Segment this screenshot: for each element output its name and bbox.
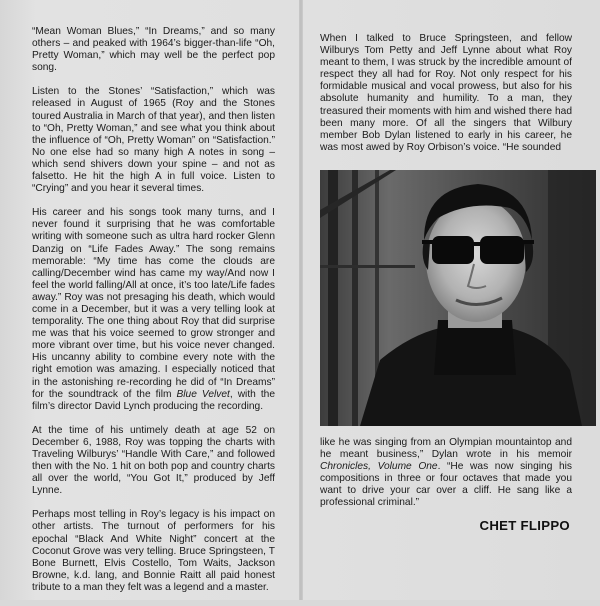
- film-title: Blue Velvet: [176, 388, 230, 400]
- sunglasses-left-lens: [432, 236, 474, 264]
- portrait-illustration: [320, 170, 596, 426]
- sunglasses-arm-right: [522, 240, 534, 244]
- portrait-photo: [320, 170, 596, 426]
- left-paragraph-3-text-b: , with the film’s director David Lynch producing the recording.: [32, 388, 275, 412]
- window-rail: [320, 265, 415, 268]
- sunglasses-arm-left: [422, 240, 434, 244]
- page-gutter: [299, 0, 303, 600]
- right-paragraph-2-text-a: like he was singing from an Olympian mountaintop and he meant business,” Dylan wrote in his memoir: [320, 437, 572, 461]
- left-column: [32, 26, 275, 606]
- left-paragraph-5: Perhaps most telling in Roy’s legacy is his impact on other artists. The turnout of performers for his epochal “Black And White Night” concert at the Coconut Grove was very telling. Bruce Springsteen, T Bone Burnett, Elvis Costello, Tom Waits, Jackson Browne, k.d. lang, and Bonnie Raitt all paid honest tribute to a man they felt was a legend and a master.: [32, 509, 275, 593]
- turtleneck: [434, 320, 516, 375]
- right-column-top: [320, 33, 572, 166]
- book-title: Chronicles, Volume One: [320, 461, 438, 473]
- left-paragraph-3-text-a: His career and his songs took many turns, and I never found it surprising that he was comfortable writing with someone such as ultra hard rocker Glenn Danzig on “Life Fades Away.” The song remains memorable: “My time has come the clouds are calling/December wind has came my way/And now I feel the world falling/All at once, it’s too late/Life fades away.” Roy was not presaging his death, which would come in a December, but it was a very telling look at temporality. The one thing about Roy that did surprise me was that his voice seemed to grow stronger and more vibrant over time, but his voice never changed. His uncanny ability to combine every note with the right emotion was amazing. I especially noticed that in the astonishing re-recording he did of “In Dreams” for the soundtrack of the film: [32, 207, 275, 400]
- right-paragraph-2: [320, 437, 572, 510]
- left-paragraph-1: “Mean Woman Blues,” “In Dreams,” and so many others – and peaked with 1964’s bigger-than-life “Oh, Pretty Woman,” which may well be the perfect pop song.: [32, 26, 275, 74]
- left-paragraph-4: At the time of his untimely death at age 52 on December 6, 1988, Roy was topping the charts with Traveling Wilburys’ “Handle With Care,” and followed then with the No. 1 hit on both pop and country charts all over the world, “You Got It,” produced by Jeff Lynne.: [32, 424, 275, 497]
- sunglasses-bridge: [472, 242, 482, 246]
- right-paragraph-1: When I talked to Bruce Springsteen, and fellow Wilburys Tom Petty and Jeff Lynne about what Roy meant to them, I was struck by the incredible amount of respect they all had for Roy. Not only respect for his formidable musical and vocal prowess, but also for his absolute humanity and humility. To a man, they treasured their moments with him and wished there had been many more. Of all the singers that Wilbury member Bob Dylan listened to early in his career, he was most awed by Roy Orbison’s voice. “He sounded: [320, 33, 572, 153]
- author-byline: CHET FLIPPO: [479, 518, 570, 533]
- window-bar-2: [352, 170, 358, 426]
- sunglasses-right-lens: [480, 236, 524, 264]
- right-paragraph-2-text-b: . “He was now singing his compositions in three or four octaves that made you want to drive your car over a cliff. He sang like a professional criminal.”: [320, 461, 572, 509]
- right-column-bottom: [320, 437, 572, 522]
- left-paragraph-2: Listen to the Stones’ “Satisfaction,” which was released in August of 1965 (Roy and the Stones toured Australia in March of that year), and then listen to “Oh, Pretty Woman,” and see what you think about the influence of “Oh, Pretty Woman” on “Satisfaction.” No one else had so many high A notes in song – which send shivers down your spine – and not as falsetto. He hit the high A in full voice. Listen to “Crying” and you hear it several times.: [32, 86, 275, 195]
- left-paragraph-3: [32, 207, 275, 413]
